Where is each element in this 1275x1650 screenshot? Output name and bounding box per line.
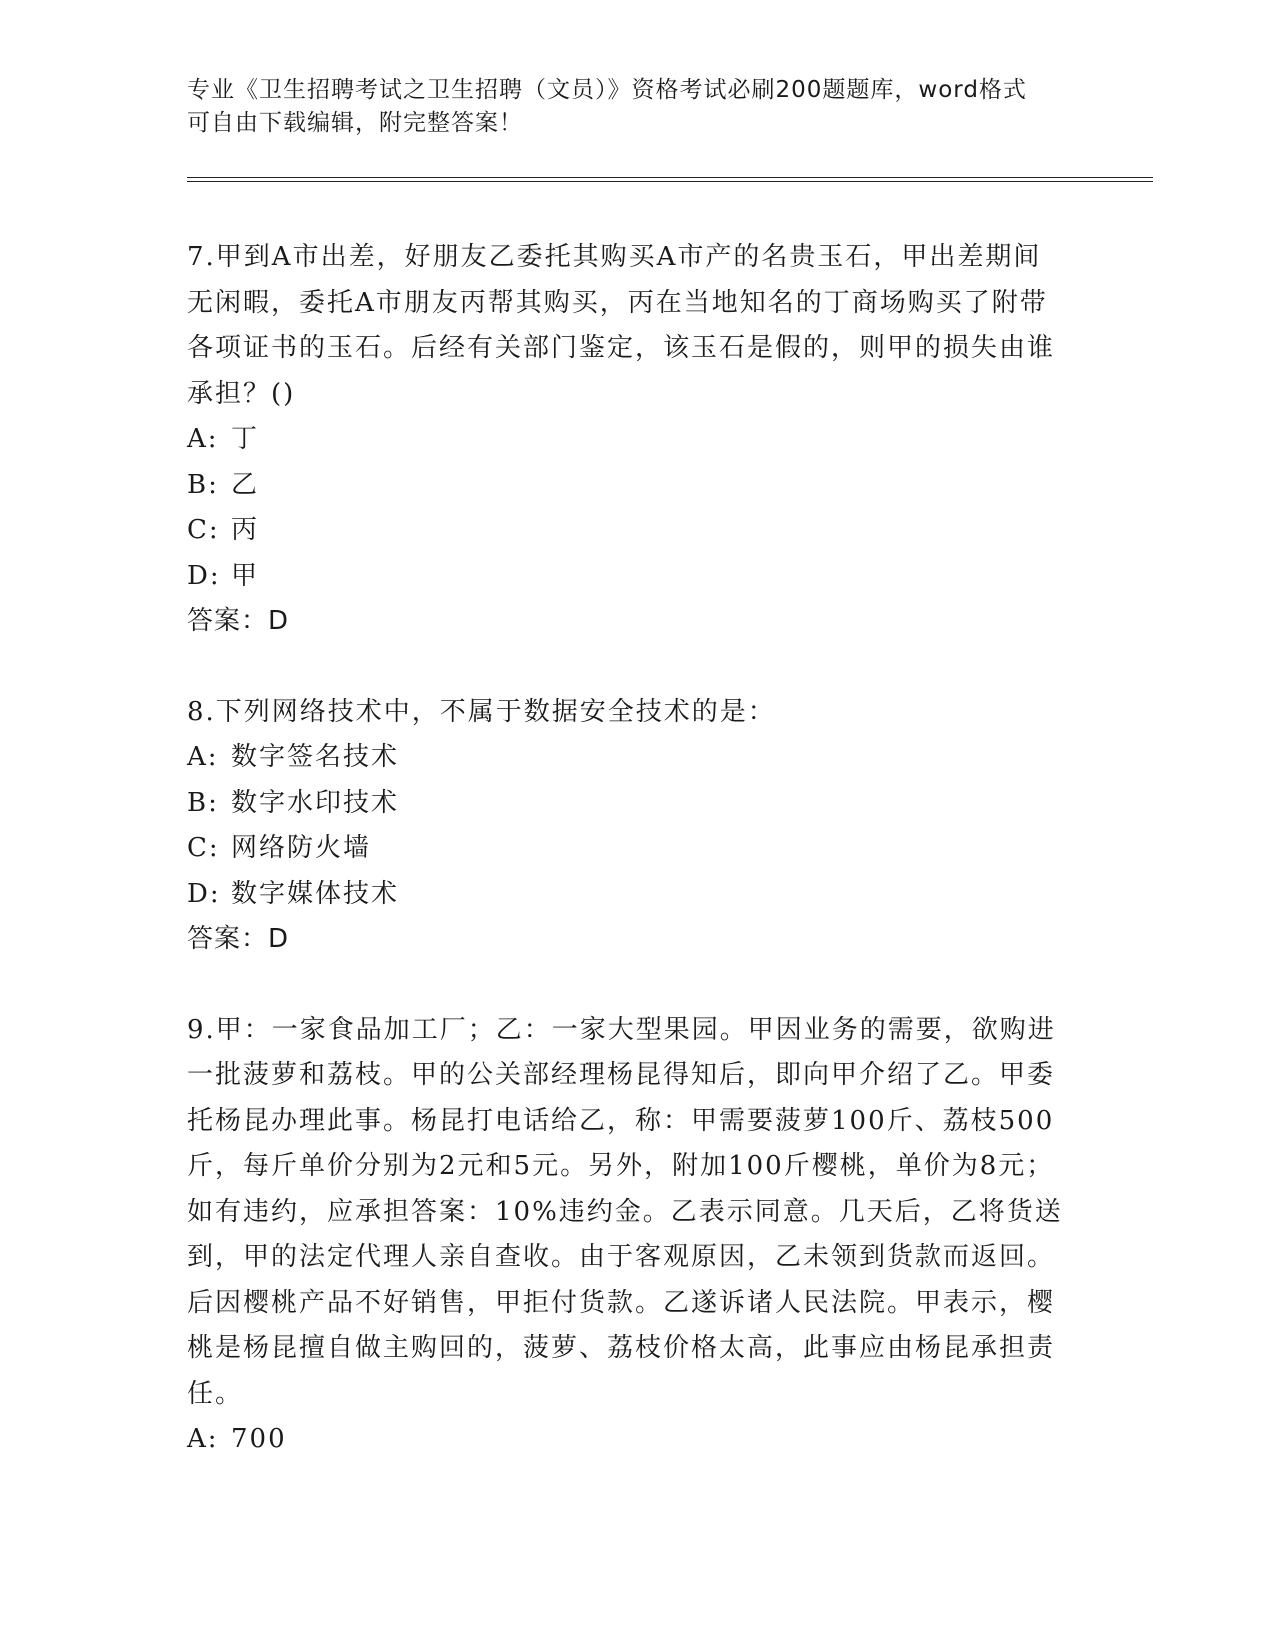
option-label: A: [187,424,219,454]
option-label: D: [187,560,221,591]
question-text: 9.甲：一家食品加工厂；乙：一家大型果园。甲因业务的需要，欲购进一批菠萝和荔枝。甲的公关部经理杨昆得知后，即向甲介绍了乙。甲委托杨昆办理此事。杨昆打电话给乙，称：甲需要菠萝100斤、荔枝500斤，每斤单价分别为2元和5元。另外，附加100斤樱桃，单价为8元；如有违约，应承担答案：10%违约金。乙表示同意。几天后，乙将货送到，甲的法定代理人亲自查收。由于客观原因，乙未领到货款而返回。后因樱桃产品不好销售，甲拒付货款。乙遂诉诸人民法院。甲表示，樱桃是杨昆擅自做主购回的，菠萝、荔枝价格太高，此事应由杨昆承担责任。 [187,1014,1063,1409]
option-label: C: [187,833,220,863]
option-c [187,508,1067,554]
option-text: 网络防火墙 [231,833,372,863]
option-text: 数字水印技术 [231,787,400,818]
header-divider [187,177,1153,182]
option-label: B: [187,469,219,500]
option-text: 700 [231,1424,287,1454]
header-line-2: 可自由下载编辑，附完整答案！ [187,110,523,136]
question-list [187,235,1067,1508]
option-a [187,735,1067,781]
option-a [187,417,1067,463]
option-label: B: [187,787,219,818]
option-label: C: [187,515,220,545]
answer-line: 答案：D [187,606,290,636]
option-label: D: [187,878,221,909]
option-text: 数字签名技术 [231,742,400,772]
option-d [187,872,1067,918]
question-7 [187,235,1067,645]
option-text: 数字媒体技术 [231,878,400,909]
question-9 [187,1008,1067,1463]
option-d [187,554,1067,600]
option-a [187,1417,1067,1463]
option-text: 丁 [231,424,260,454]
question-text: 8.下列网络技术中，不属于数据安全技术的是： [187,696,776,727]
option-text: 乙 [231,469,260,500]
option-text: 丙 [231,515,260,545]
header-line-1: 专业《卫生招聘考试之卫生招聘（文员）》资格考试必刷200题题库，word格式 [187,77,1027,103]
answer-line: 答案：D [187,924,290,954]
document-header [187,74,1067,140]
option-b [187,781,1067,827]
question-8 [187,690,1067,963]
option-text: 甲 [231,560,260,591]
option-label: A: [187,1424,219,1454]
option-label: A: [187,742,219,772]
option-c [187,826,1067,872]
option-b [187,463,1067,509]
question-text: 7.甲到A市出差，好朋友乙委托其购买A市产的名贵玉石，甲出差期间无闲暇，委托A市朋友丙帮其购买，丙在当地知名的丁商场购买了附带各项证书的玉石。后经有关部门鉴定，该玉石是假的，则甲的损失由谁承担？() [187,242,1056,409]
